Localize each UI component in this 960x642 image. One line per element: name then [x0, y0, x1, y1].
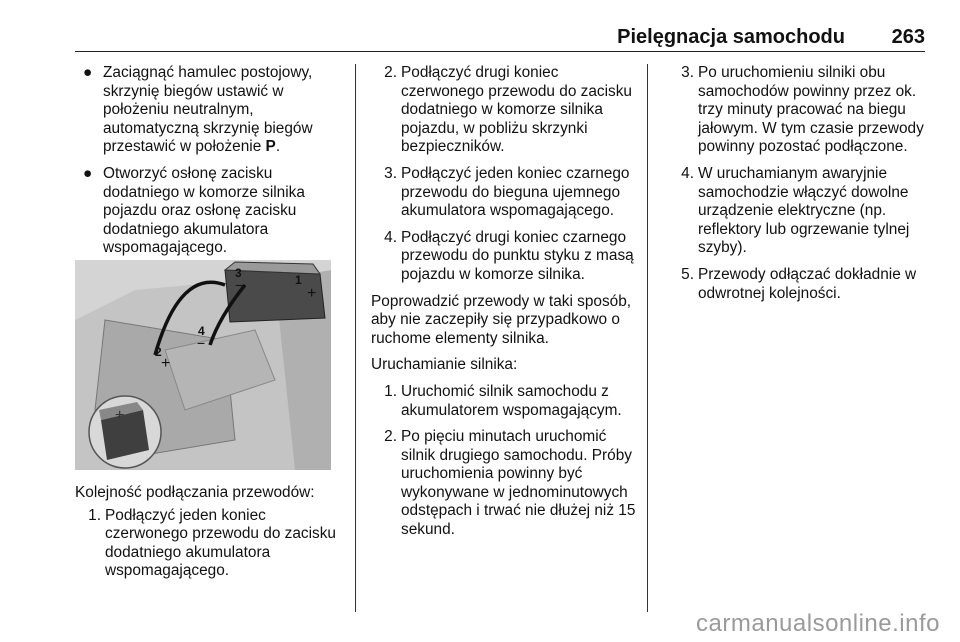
step-item — [371, 229, 637, 285]
bullet-mark: ● — [83, 64, 93, 81]
figure-label-1: 1 — [295, 273, 302, 287]
step-item — [371, 165, 637, 221]
svg-text:−: − — [235, 277, 244, 293]
svg-text:+: + — [307, 285, 317, 302]
step-number: 2. — [384, 428, 397, 446]
gear-position-p: P — [265, 138, 276, 156]
step-number: 1. — [88, 506, 101, 524]
illustration-svg — [75, 260, 331, 470]
step-item — [371, 64, 637, 157]
column-divider-2 — [647, 64, 648, 612]
step-text: Po pięciu minutach uruchomić silnik drugiego samochodu. Próby uruchomienia powinny być wykonywane w jednominutowych odstępach i trwać nie dłużej niż 15 sekund. — [401, 428, 636, 539]
step-number: 2. — [384, 64, 397, 81]
step-number: 4. — [681, 164, 694, 182]
step-item — [371, 383, 637, 420]
svg-text:+: + — [161, 355, 171, 372]
figure-label-4: 4 — [198, 324, 205, 338]
bullet-text: Otworzyć osłonę zacisku dodatniego w komorze silnika pojazdu oraz osłonę zacisku dodatniego akumulatora wspomagającego. — [103, 164, 305, 257]
step-text: W uruchamianym awaryjnie samochodzie włączyć dowolne urządzenie elektryczne (np. reflektory lub ogrzewanie tylnej szyby). — [698, 164, 910, 257]
page-number: 263 — [891, 26, 925, 48]
bullet-mark: ● — [83, 164, 93, 182]
column-divider-1 — [355, 64, 356, 612]
step-text: Podłączyć jeden koniec czerwonego przewodu do zacisku dodatniego akumulatora wspomagającego. — [105, 506, 336, 580]
step-text: Przewody odłączać dokładnie w odwrotnej kolejności. — [698, 265, 917, 302]
bullet-item — [75, 165, 347, 258]
paragraph-cable-routing: Poprowadzić przewody w taki sposób, aby nie zaczepiły się przypadkowo o ruchome elementy silnika. — [371, 292, 632, 347]
step-item — [75, 507, 347, 581]
paragraph-starting-engine: Uruchamianie silnika: — [371, 356, 518, 374]
step-number: 5. — [681, 265, 694, 283]
step-item — [668, 266, 930, 303]
svg-text:−: − — [197, 335, 206, 351]
svg-text:+: + — [115, 407, 125, 424]
step-text: Po uruchomieniu silniki obu samochodów powinny przez ok. trzy minuty pracować na biegu jałowym. W tym czasie przewody powinny pozostać podłączone. — [698, 64, 924, 156]
step-text: Podłączyć drugi koniec czarnego przewodu do punktu styku z masą pojazdu w komorze silnika. — [401, 228, 634, 283]
figure-label-3: 3 — [235, 266, 242, 280]
step-item — [668, 64, 930, 157]
step-item — [668, 165, 930, 258]
bullet-item — [75, 64, 347, 157]
engine-bay-illustration — [75, 260, 331, 470]
bullet-text: Zaciągnąć hamulec postojowy, skrzynię biegów ustawić w położeniu neutralnym, automatyczną skrzynię biegów przestawić w położenie — [103, 64, 313, 156]
caption-block — [75, 484, 347, 589]
step-text: Uruchomić silnik samochodu z akumulatorem wspomagającym. — [401, 382, 622, 419]
step-number: 1. — [384, 382, 397, 400]
step-number: 3. — [681, 64, 694, 81]
step-text: Podłączyć jeden koniec czarnego przewodu do bieguna ujemnego akumulatora wspomagającego. — [401, 164, 630, 220]
column-2 — [371, 64, 637, 548]
step-item — [371, 428, 637, 540]
figure-caption: Kolejność podłączania przewodów: — [75, 484, 315, 501]
bullet-text-end: . — [275, 138, 281, 156]
column-3 — [668, 64, 930, 311]
header-rule — [75, 51, 925, 52]
step-text: Podłączyć drugi koniec czerwonego przewodu do zacisku dodatniego w komorze silnika pojazdu, w pobliżu skrzynki bezpieczników. — [401, 64, 632, 156]
step-number: 3. — [384, 164, 397, 182]
column-1 — [75, 64, 347, 266]
watermark: carmanualsonline.info — [696, 610, 940, 637]
section-title: Pielęgnacja samochodu — [617, 26, 845, 48]
figure-label-2: 2 — [155, 345, 162, 359]
vehicle-battery-inset — [89, 396, 161, 468]
step-number: 4. — [384, 228, 397, 246]
